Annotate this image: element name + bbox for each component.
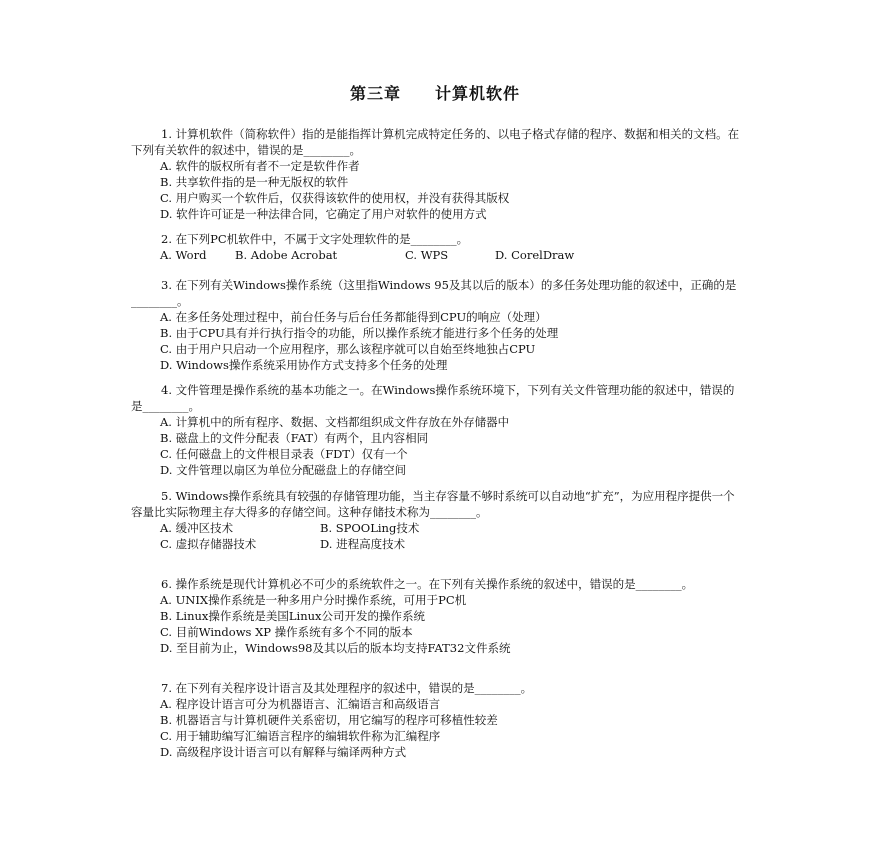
option-d: D. CorelDraw bbox=[495, 248, 575, 262]
option-d: D. 软件许可证是一种法律合同，它确定了用户对软件的使用方式 bbox=[160, 207, 487, 221]
question-stem: 7. 在下列有关程序设计语言及其处理程序的叙述中，错误的是________。 bbox=[161, 681, 533, 695]
option-b: B. SPOOLing技术 bbox=[320, 521, 420, 535]
question-3 bbox=[131, 277, 741, 373]
chapter-number: 第三章 bbox=[349, 84, 401, 103]
option-c: C. 用于辅助编写汇编语言程序的编辑软件称为汇编程序 bbox=[160, 729, 441, 743]
option-a: A. UNIX操作系统是一种多用户分时操作系统，可用于PC机 bbox=[160, 593, 467, 607]
chapter-title bbox=[0, 86, 870, 102]
option-b: B. 共享软件指的是一种无版权的软件 bbox=[160, 175, 349, 189]
question-stem: 2. 在下列PC机软件中，不属于文字处理软件的是________。 bbox=[161, 232, 469, 246]
options-row bbox=[131, 536, 741, 552]
option-a: A. 计算机中的所有程序、数据、文档都组织成文件存放在外存储器中 bbox=[160, 415, 510, 429]
question-1 bbox=[131, 126, 741, 222]
option-b: B. 由于CPU具有并行执行指令的功能，所以操作系统才能进行多个任务的处理 bbox=[160, 326, 559, 340]
option-a: A. 程序设计语言可分为机器语言、汇编语言和高级语言 bbox=[160, 697, 441, 711]
option-a: A. 缓冲区技术 bbox=[160, 521, 234, 535]
option-c: C. WPS bbox=[405, 248, 449, 262]
option-b: B. Linux操作系统是美国Linux公司开发的操作系统 bbox=[160, 609, 425, 623]
option-c: C. 虚拟存储器技术 bbox=[160, 537, 257, 551]
question-7 bbox=[131, 680, 741, 760]
option-a: A. 在多任务处理过程中，前台任务与后台任务都能得到CPU的响应（处理） bbox=[160, 310, 547, 324]
option-c: C. 目前Windows XP 操作系统有多个不同的版本 bbox=[160, 625, 413, 639]
options-row bbox=[131, 520, 741, 536]
option-b: B. 机器语言与计算机硬件关系密切，用它编写的程序可移植性较差 bbox=[160, 713, 498, 727]
option-c: C. 用户购买一个软件后，仅获得该软件的使用权，并没有获得其版权 bbox=[160, 191, 510, 205]
chapter-name: 计算机软件 bbox=[435, 84, 521, 103]
option-d: D. Windows操作系统采用协作方式支持多个任务的处理 bbox=[160, 358, 448, 372]
question-stem: 3. 在下列有关Windows操作系统（这里指Windows 95及其以后的版本）的多任务处理功能的叙述中，正确的是________。 bbox=[131, 278, 737, 308]
question-6 bbox=[131, 576, 741, 656]
question-4 bbox=[131, 382, 741, 478]
question-2 bbox=[131, 231, 741, 263]
option-a: A. 软件的版权所有者不一定是软件作者 bbox=[160, 159, 360, 173]
option-b: B. 磁盘上的文件分配表（FAT）有两个，且内容相同 bbox=[160, 431, 429, 445]
question-stem: 4. 文件管理是操作系统的基本功能之一。在Windows操作系统环境下，下列有关文件管理功能的叙述中，错误的是________。 bbox=[131, 383, 735, 413]
option-a: A. Word bbox=[160, 248, 207, 262]
option-d: D. 高级程序设计语言可以有解释与编译两种方式 bbox=[160, 745, 407, 759]
question-stem: 6. 操作系统是现代计算机必不可少的系统软件之一。在下列有关操作系统的叙述中，错误的是________。 bbox=[161, 577, 694, 591]
option-b: B. Adobe Acrobat bbox=[235, 248, 338, 262]
option-d: D. 文件管理以扇区为单位分配磁盘上的存储空间 bbox=[160, 463, 407, 477]
question-5 bbox=[131, 488, 741, 552]
option-c: C. 任何磁盘上的文件根目录表（FDT）仅有一个 bbox=[160, 447, 408, 461]
option-d: D. 进程高度技术 bbox=[320, 537, 406, 551]
question-stem: 1. 计算机软件（简称软件）指的是能指挥计算机完成特定任务的、以电子格式存储的程序、数据和相关的文档。在下列有关软件的叙述中，错误的是________。 bbox=[131, 127, 740, 157]
option-c: C. 由于用户只启动一个应用程序，那么该程序就可以自始至终地独占CPU bbox=[160, 342, 536, 356]
option-d: D. 至目前为止，Windows98及其以后的版本均支持FAT32文件系统 bbox=[160, 641, 511, 655]
question-stem: 5. Windows操作系统具有较强的存储管理功能，当主存容量不够时系统可以自动地“扩充”，为应用程序提供一个容量比实际物理主存大得多的存储空间。这种存储技术称为________。 bbox=[131, 489, 735, 519]
options-row bbox=[131, 247, 741, 263]
